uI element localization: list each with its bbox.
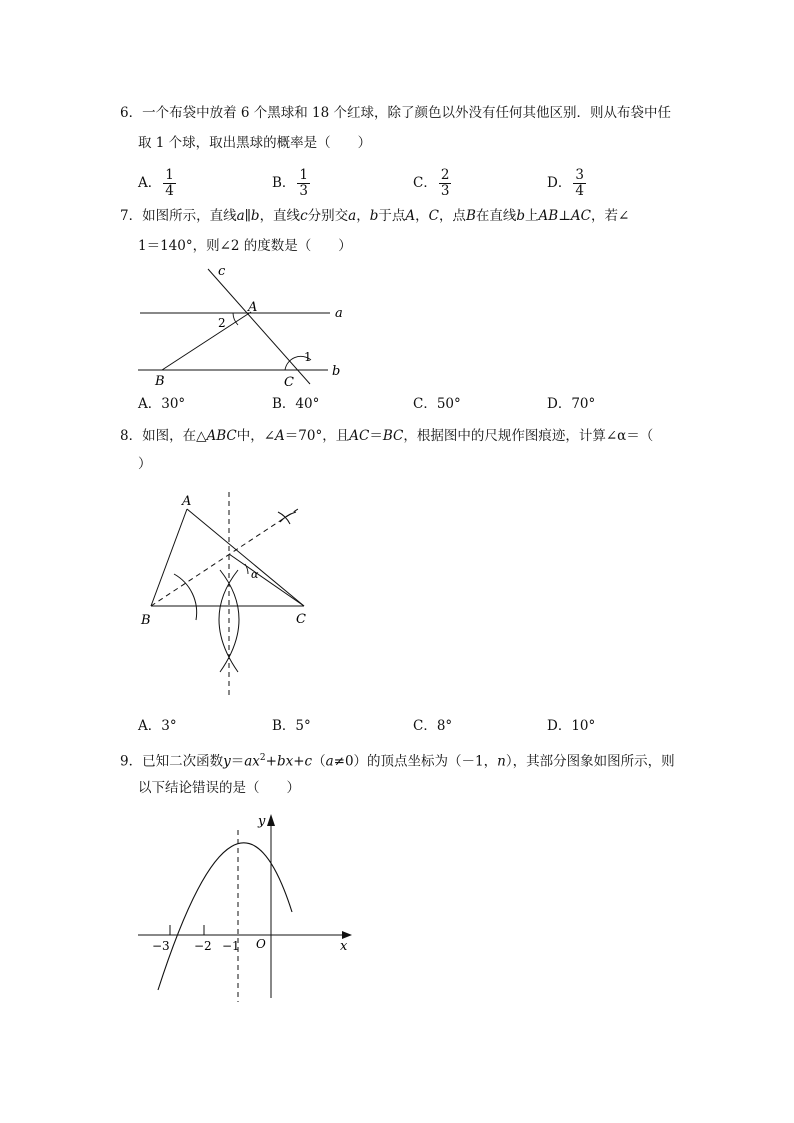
- q7-figure: [130, 262, 360, 392]
- q8-option-b[interactable]: B．5°: [272, 718, 311, 734]
- q6-option-b-den: 3: [299, 183, 309, 199]
- q6-option-c-num: 2: [440, 167, 450, 183]
- q8-option-c[interactable]: C．8°: [413, 718, 453, 734]
- label-origin: O: [256, 937, 266, 951]
- q6-option-d-den: 4: [575, 183, 584, 199]
- q8-stem-line2: ）: [138, 456, 152, 472]
- tick-label-m3: −3: [152, 939, 170, 953]
- q8-option-a[interactable]: A．3°: [138, 718, 177, 734]
- q6-option-d-num: 3: [575, 167, 584, 183]
- label-c: c: [218, 264, 226, 279]
- label-point-c: C: [284, 375, 294, 390]
- q6-option-c-letter: C．: [413, 175, 437, 191]
- side-ac: [187, 509, 304, 606]
- q6-option-a-letter: A．: [138, 175, 162, 191]
- q6-option-a[interactable]: [138, 168, 176, 199]
- q6-option-c-fraction: [439, 168, 452, 199]
- q6-stem-line2: 取 1 个球，取出黑球的概率是（ ）: [138, 135, 372, 151]
- q7-option-a[interactable]: A．30°: [138, 396, 186, 412]
- q7-option-d[interactable]: D．70°: [547, 396, 596, 412]
- segment-ab: [162, 312, 251, 370]
- tick-label-m1: −1: [222, 939, 240, 953]
- q6-option-a-den: 4: [165, 183, 174, 199]
- q6-option-d-letter: D．: [547, 175, 572, 191]
- q7-option-b[interactable]: B．40°: [272, 396, 320, 412]
- q8-stem-line1: 8．如图，在△ABC中，∠A＝70°，且AC＝BC，根据图中的尺规作图痕迹，计算∠α＝（: [120, 428, 654, 444]
- label-b: b: [332, 364, 341, 379]
- side-ab: [151, 509, 187, 606]
- construction-arc-b: [174, 574, 197, 620]
- tick-label-m2: −2: [194, 939, 212, 953]
- x-axis-arrow: [342, 931, 352, 939]
- label-x: x: [340, 939, 348, 954]
- q6-option-c[interactable]: [413, 168, 451, 199]
- parabola-curve: [158, 843, 292, 990]
- q6-stem-line1: 6．一个布袋中放着 6 个黑球和 18 个红球，除了颜色以外没有任何其他区别．则从布袋中任: [120, 105, 672, 121]
- q6-option-c-den: 3: [440, 183, 450, 199]
- label-angle-1: 1: [304, 350, 312, 364]
- label-point-a: A: [182, 494, 192, 509]
- label-point-b: B: [155, 374, 165, 389]
- q7-stem-line1: 7．如图所示，直线a∥b，直线c分别交a，b于点A，C，点B在直线b上AB⊥AC，若∠: [120, 208, 630, 224]
- q9-stem-line2: 以下结论错误的是（ ）: [138, 780, 300, 796]
- segment-to-c: [229, 554, 304, 606]
- q9-figure: [130, 808, 360, 1008]
- q9-stem-line1: 9．已知二次函数$y=ax^2+bx+c(a\ne 0)$的顶点坐标为（－1，n），其部分图象如图所示，则: [120, 753, 675, 770]
- alpha-arc: [245, 564, 248, 574]
- q7-stem-line2: 1＝140°，则∠2 的度数是（ ）: [138, 238, 352, 254]
- label-point-c: C: [296, 612, 306, 627]
- label-point-b: B: [141, 613, 151, 628]
- q6-option-b-num: 1: [299, 167, 309, 183]
- q7-option-c[interactable]: C．50°: [413, 396, 461, 412]
- label-alpha: α: [251, 568, 259, 581]
- q6-option-a-fraction: [163, 168, 176, 199]
- label-y: y: [258, 814, 266, 829]
- q6-option-b-letter: B．: [272, 175, 296, 191]
- label-a: a: [335, 306, 343, 321]
- q6-option-d-fraction: [573, 168, 586, 199]
- label-angle-2: 2: [218, 316, 226, 330]
- y-axis-arrow: [267, 814, 275, 826]
- q6-option-d[interactable]: [547, 168, 586, 199]
- q6-option-b-fraction: [297, 168, 310, 199]
- q8-figure: [130, 488, 330, 703]
- q6-option-a-num: 1: [165, 167, 174, 183]
- label-point-a: A: [248, 300, 258, 315]
- q6-option-b[interactable]: [272, 168, 310, 199]
- q8-option-d[interactable]: D．10°: [547, 718, 596, 734]
